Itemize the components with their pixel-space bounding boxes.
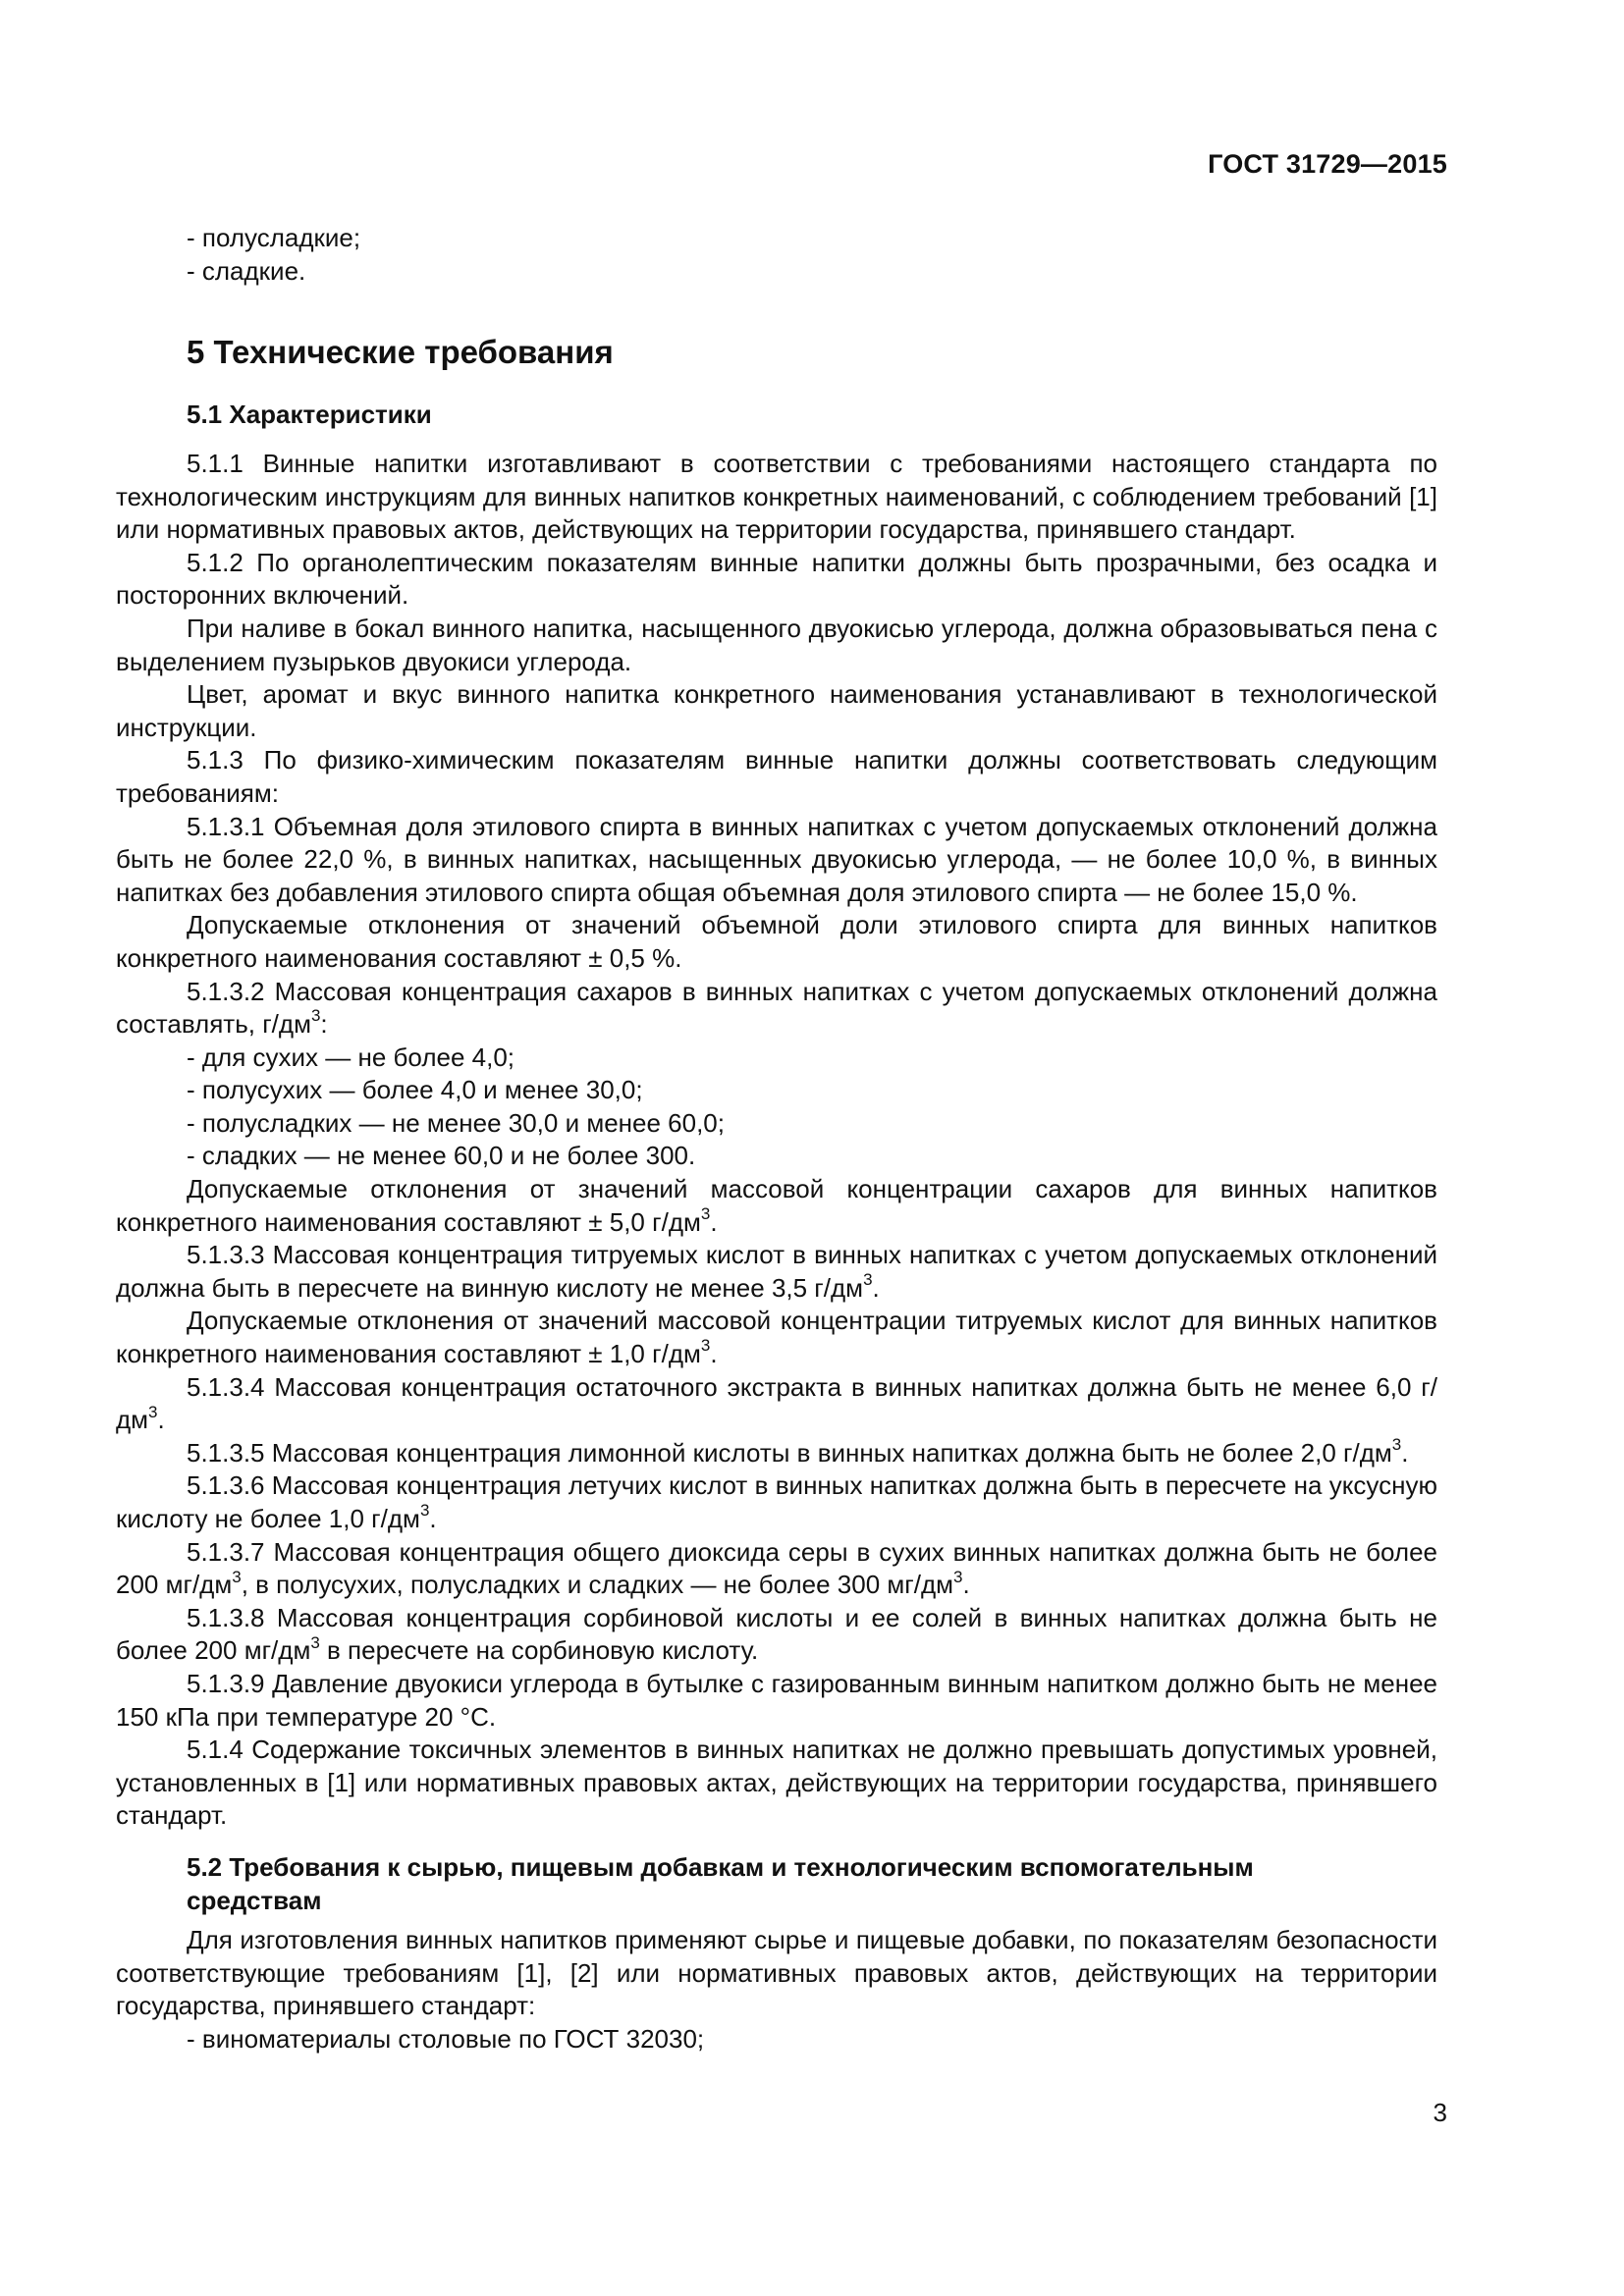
page-content [116, 222, 1437, 2054]
section-5-title: 5 Технические требования [187, 334, 614, 370]
text: . [157, 1405, 165, 1435]
text: , в полусухих, полусладких и сладких — не более 300 мг/дм [241, 1570, 954, 1600]
text: в пересчете на сорбиновую кислоту. [319, 1635, 759, 1666]
text: : [320, 1009, 328, 1040]
superscript: 3 [863, 1270, 873, 1290]
paragraph-5-1-3-3 [116, 1239, 1437, 1305]
section-5-1-heading-block [116, 399, 1437, 432]
section-5-2-heading-block [116, 1851, 1437, 1917]
list-item: - полусухих — более 4,0 и менее 30,0; [187, 1075, 643, 1105]
text: 5.1.3.5 Массовая концентрация лимонной кислоты в винных напитках должна быть не более 2,0 г/дм [187, 1437, 1392, 1468]
superscript: 3 [419, 1501, 430, 1521]
superscript: 3 [232, 1567, 242, 1586]
list-item: - сладкие. [187, 255, 306, 286]
paragraph-5-1-3: 5.1.3 По физико-химическим показателям винные напитки должны соответствовать следующим требованиям: [116, 745, 1437, 808]
text: 5.1.3.4 Массовая концентрация остаточного экстракта в винных напитках должна быть не менее 6,0 г/дм [116, 1371, 1437, 1435]
text: 5.1.3.6 Массовая концентрация летучих кислот в винных напитках должна быть в пересчете на уксусную кислоту не более 1,0 г/дм [116, 1470, 1437, 1533]
superscript: 3 [310, 1006, 321, 1026]
paragraph-5-2-intro: Для изготовления винных напитков применяют сырье и пищевые добавки, по показателям безопасности соответствующие требованиям [1], [2] или нормативных правовых актов, действующих на территории государства, принявшего стандарт: [116, 1925, 1437, 2021]
paragraph-5-1-2: 5.1.2 По органолептическим показателям винные напитки должны быть прозрачными, без осадка и посторонних включений. [116, 547, 1437, 611]
paragraph-5-1-4: 5.1.4 Содержание токсичных элементов в винных напитках не должно превышать допустимых уровней, установленных в [1] или нормативных правовых актах, действующих на территории государства, принявшего стандарт. [116, 1735, 1437, 1831]
superscript: 3 [148, 1402, 158, 1421]
list-item: - сладких — не менее 60,0 и не более 300. [187, 1141, 696, 1171]
section-5-1-body [116, 448, 1437, 1833]
section-5-2-title: 5.2 Требования к сырью, пищевым добавкам и технологическим вспомогательным средствам [187, 1852, 1254, 1915]
text: . [962, 1570, 970, 1600]
document-code: ГОСТ 31729—2015 [1208, 149, 1447, 179]
text: . [1401, 1437, 1409, 1468]
list-item: - виноматериалы столовые по ГОСТ 32030; [187, 2023, 705, 2054]
text: . [872, 1272, 880, 1303]
paragraph-5-1-2-foam: При наливе в бокал винного напитка, насыщенного двуокисью углерода, должна образовываться пена с выделением пузырьков двуокиси углерода. [116, 613, 1437, 676]
text: 5.1.3.8 Массовая концентрация сорбиновой кислоты и ее солей в винных напитках должна быть не более 200 мг/дм [116, 1602, 1437, 1666]
page-number: 3 [1433, 2098, 1447, 2127]
superscript: 3 [1391, 1435, 1402, 1455]
superscript: 3 [953, 1567, 963, 1586]
list-item: - полусладкие; [187, 223, 361, 252]
paragraph-5-1-2-color: Цвет, аромат и вкус винного напитка конкретного наименования устанавливают в технологической инструкции. [116, 679, 1437, 742]
text: 5.1.3.7 Массовая концентрация общего диоксида серы в сухих винных напитках должна быть не более 200 мг/дм [116, 1536, 1437, 1600]
section-5-2-body [116, 1924, 1437, 2056]
text: . [710, 1206, 718, 1237]
paragraph-5-1-3-4 [116, 1371, 1437, 1437]
text: 5.1.3.3 Массовая концентрация титруемых кислот в винных напитках с учетом допускаемых отклонений должна быть в пересчете на винную кислоту не менее 3,5 г/дм [116, 1240, 1437, 1303]
section-5-1-title: 5.1 Характеристики [187, 400, 432, 429]
paragraph-5-1-3-7 [116, 1536, 1437, 1602]
text: 5.1.3.2 Массовая концентрация сахаров в винных напитках с учетом допускаемых отклонений должна составлять, г/дм [116, 976, 1437, 1040]
paragraph-5-1-3-2-tolerance [116, 1173, 1437, 1239]
list-item: - полусладких — не менее 30,0 и менее 60,0; [187, 1107, 725, 1138]
superscript: 3 [700, 1336, 711, 1356]
sugar-list [116, 1041, 1437, 1173]
paragraph-5-1-3-3-tolerance [116, 1305, 1437, 1370]
paragraph-5-1-3-1-tolerance: Допускаемые отклонения от значений объемной доли этилового спирта для винных напитков конкретного наименования составляют ± 0,5 %. [116, 910, 1437, 973]
text: . [429, 1504, 437, 1533]
list-item: - для сухих — не более 4,0; [187, 1041, 515, 1072]
paragraph-5-1-3-5 [116, 1437, 1437, 1470]
paragraph-5-1-3-6 [116, 1469, 1437, 1535]
paragraph-5-1-3-8 [116, 1602, 1437, 1668]
paragraph-5-1-1: 5.1.1 Винные напитки изготавливают в соответствии с требованиями настоящего стандарта по технологическим инструкциям для винных напитков конкретных наименований, с соблюдением требований [1] или нормативных правовых актов, действующих на территории государства, принявшего стандарт. [116, 449, 1437, 545]
text: . [710, 1339, 718, 1369]
superscript: 3 [310, 1632, 320, 1652]
text: Допускаемые отклонения от значений массовой концентрации титруемых кислот для винных напитков конкретного наименования составляют ± 1,0 г/дм [116, 1306, 1437, 1369]
paragraph-5-1-3-2 [116, 976, 1437, 1041]
paragraph-5-1-3-1: 5.1.3.1 Объемная доля этилового спирта в винных напитках с учетом допускаемых отклонений должна быть не более 22,0 %, в винных напитках, насыщенных двуокисью углерода, — не более 10,0 %, в винных напитках без добавления этилового спирта общая объемная доля этилового спирта — не более 15,0 %. [116, 811, 1437, 907]
top-list [116, 222, 1437, 288]
superscript: 3 [700, 1204, 711, 1223]
text: Допускаемые отклонения от значений массовой концентрации сахаров для винных напитков конкретного наименования составляют ± 5,0 г/дм [116, 1174, 1437, 1237]
paragraph-5-1-3-9: 5.1.3.9 Давление двуокиси углерода в бутылке с газированным винным напитком должно быть не менее 150 кПа при температуре 20 °С. [116, 1668, 1437, 1732]
